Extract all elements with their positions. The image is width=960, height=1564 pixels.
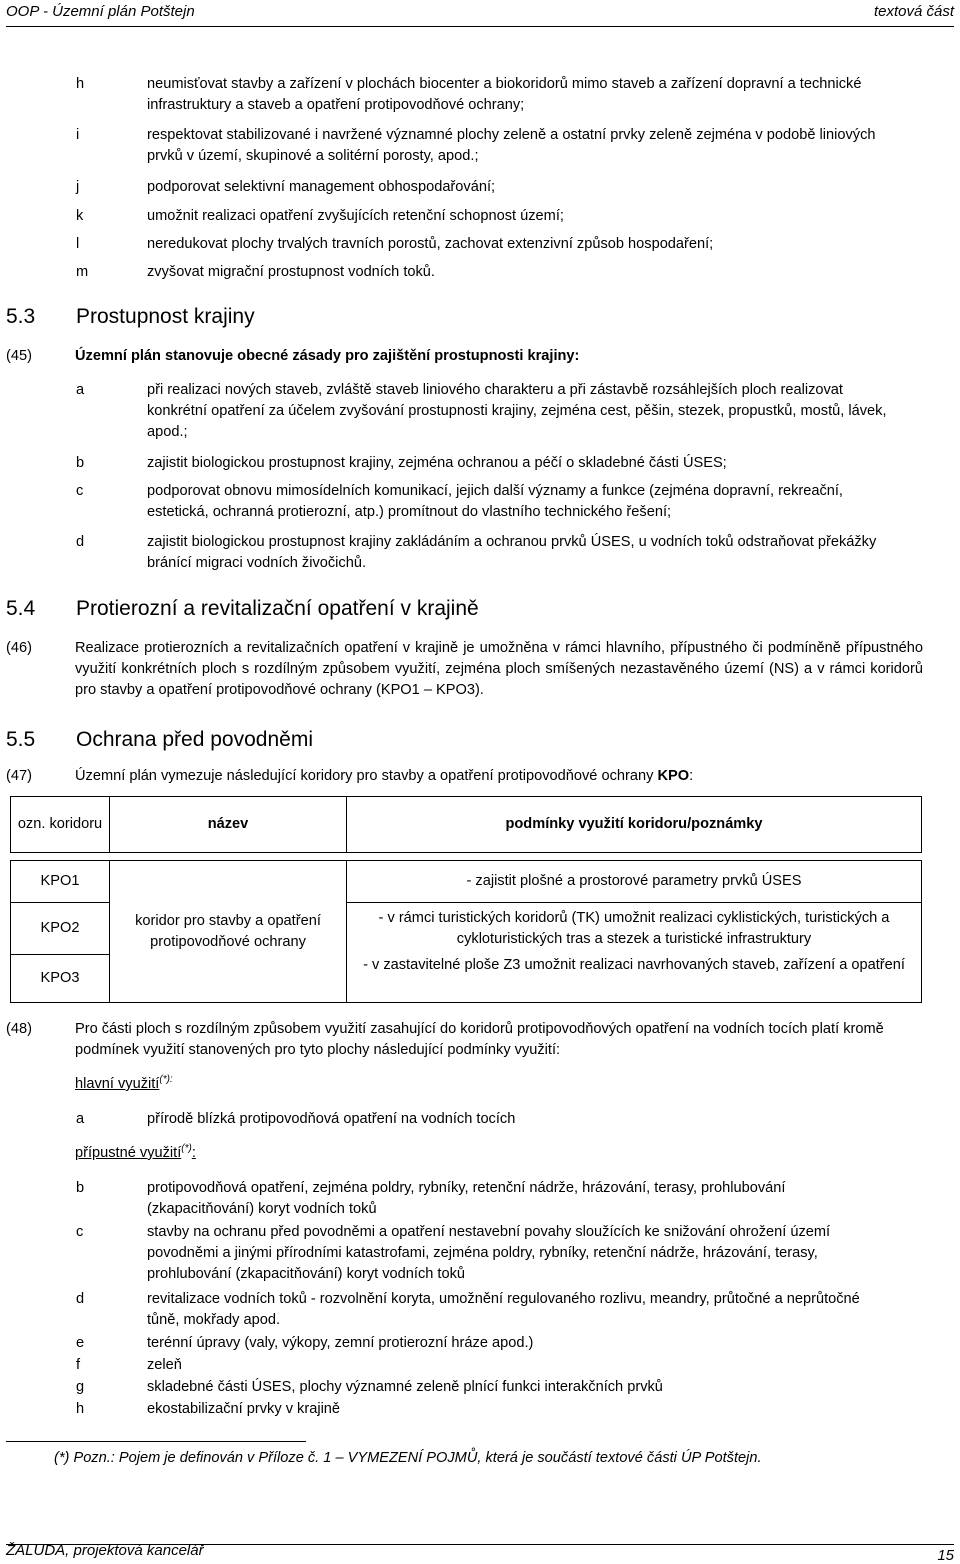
table-cell-code: KPO3 bbox=[11, 955, 110, 1003]
table-header-cell: ozn. koridoru bbox=[11, 797, 110, 853]
header-section: textová část bbox=[873, 3, 954, 20]
page-footer bbox=[6, 1542, 954, 1564]
header-doc-title: OOP - Územní plán Potštejn bbox=[6, 3, 195, 20]
section-heading-5-4: 5.4 Protierozní a revitalizační opatření v krajině bbox=[6, 597, 479, 620]
table-header-cell: název bbox=[110, 797, 347, 853]
table-cell-name: koridor pro stavby a opatření protipovodňové ochrany bbox=[110, 861, 347, 1003]
table-cell-condition: - zajistit plošné a prostorové parametry prvků ÚSES bbox=[347, 861, 922, 903]
footnote: (*) Pozn.: Pojem je definován v Příloze č. 1 – VYMEZENÍ POJMŮ, která je součástí textové části ÚP Potštejn. bbox=[54, 1450, 762, 1466]
table-header-cell: podmínky využití koridoru/poznámky bbox=[347, 797, 922, 853]
table-cell-code: KPO2 bbox=[11, 903, 110, 955]
section-heading-5-5: 5.5 Ochrana před povodněmi bbox=[6, 728, 313, 751]
page-number: 15 bbox=[937, 1547, 954, 1564]
footer-company: ŽALUDA, projektová kancelář bbox=[6, 1542, 204, 1559]
corridor-table bbox=[10, 796, 922, 1003]
table-header-row bbox=[11, 797, 922, 853]
page-header bbox=[6, 0, 954, 27]
footnote-separator bbox=[6, 1441, 306, 1442]
table-cell-condition: - v rámci turistických koridorů (TK) umožnit realizaci cyklistických, turistických a cykloturistických tras a stezek a turistické infrastruktury bbox=[347, 903, 922, 955]
section-heading-5-3: 5.3 Prostupnost krajiny bbox=[6, 305, 255, 328]
table-row bbox=[11, 861, 922, 903]
table-cell-code: KPO1 bbox=[11, 861, 110, 903]
table-cell-condition: - v zastavitelné ploše Z3 umožnit realizaci navrhovaných staveb, zařízení a opatření bbox=[347, 955, 922, 1003]
